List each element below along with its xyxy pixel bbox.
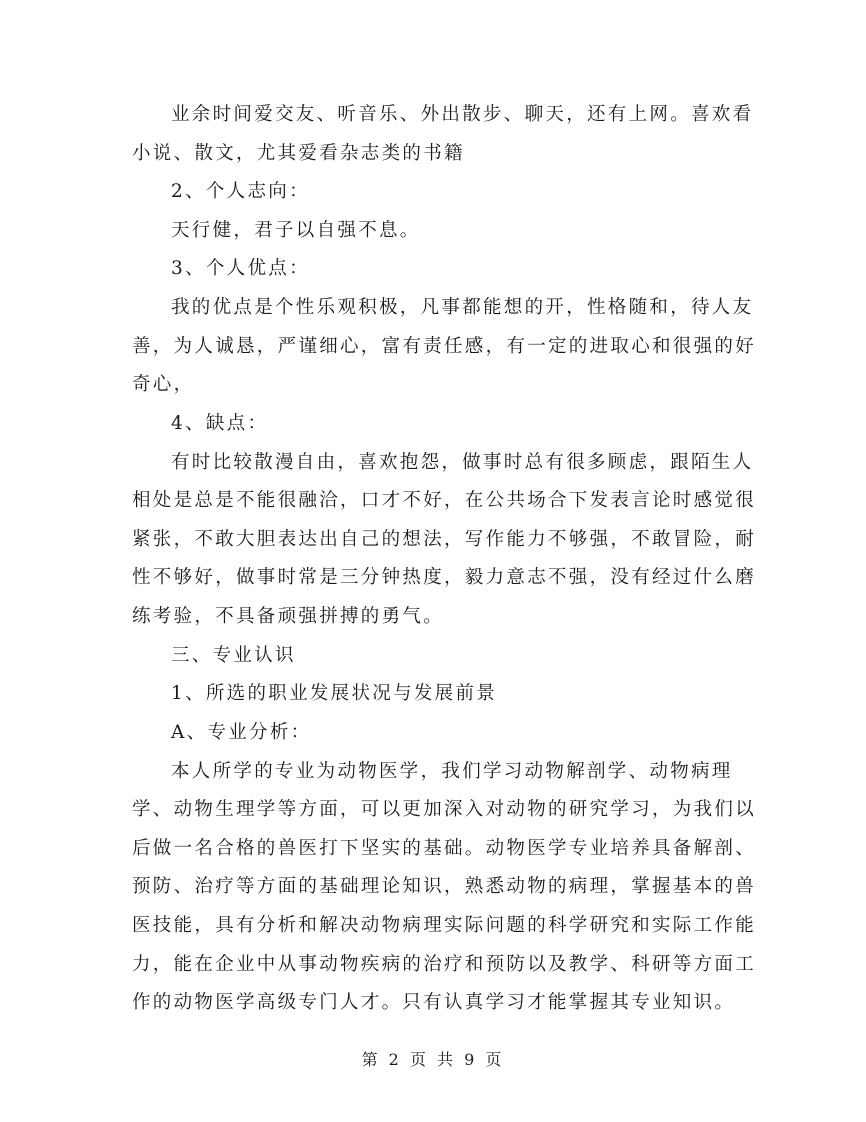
paragraph-line: 本人所学的专业为动物医学，我们学习动物解剖学、动物病理 bbox=[171, 761, 733, 782]
paragraph-line: 奇心， bbox=[132, 374, 195, 395]
page-number-footer: 第 2 页 共 9 页 bbox=[361, 1050, 505, 1069]
section-heading: 2、个人志向： bbox=[171, 181, 310, 202]
section-heading: 4、缺点： bbox=[171, 413, 269, 434]
paragraph-line: 后做一名合格的兽医打下坚实的基础。动物医学专业培养具备解剖、 bbox=[132, 838, 757, 859]
paragraph-line: 练考验，不具备顽强拼搏的勇气。 bbox=[132, 606, 445, 627]
paragraph-line: 力，能在企业中从事动物疾病的治疗和预防以及教学、科研等方面工 bbox=[132, 954, 757, 975]
section-heading: 3、个人优点： bbox=[171, 258, 310, 279]
paragraph-line: 业余时间爱交友、听音乐、外出散步、聊天，还有上网。喜欢看 bbox=[171, 104, 754, 125]
paragraph-line: 小说、散文，尤其爱看杂志类的书籍 bbox=[132, 143, 465, 164]
paragraph-line: 善，为人诚恳，严谨细心，富有责任感，有一定的进取心和很强的好 bbox=[132, 336, 757, 357]
paragraph-line: 作的动物医学高级专门人才。只有认真学习才能掌握其专业知识。 bbox=[132, 992, 736, 1013]
paragraph-line: 有时比较散漫自由，喜欢抱怨，做事时总有很多顾虑，跟陌生人 bbox=[171, 452, 754, 473]
paragraph-line: 天行健，君子以自强不息。 bbox=[171, 220, 421, 241]
paragraph-line: 预防、治疗等方面的基础理论知识，熟悉动物的病理，掌握基本的兽 bbox=[132, 876, 757, 897]
section-heading: 1、所选的职业发展状况与发展前景 bbox=[171, 683, 498, 704]
section-heading: A、专业分析： bbox=[171, 722, 312, 743]
paragraph-line: 学、动物生理学等方面，可以更加深入对动物的研究学习，为我们以 bbox=[132, 799, 757, 820]
paragraph-line: 紧张，不敢大胆表达出自己的想法，写作能力不够强，不敢冒险，耐 bbox=[132, 529, 757, 550]
paragraph-line: 医技能，具有分析和解决动物病理实际问题的科学研究和实际工作能 bbox=[132, 915, 757, 936]
section-heading: 三、专业认识 bbox=[171, 645, 296, 666]
paragraph-line: 我的优点是个性乐观积极，凡事都能想的开，性格随和，待人友 bbox=[171, 297, 754, 318]
paragraph-line: 性不够好，做事时常是三分钟热度，毅力意志不强，没有经过什么磨 bbox=[132, 567, 757, 588]
paragraph-line: 相处是总是不能很融洽，口才不好，在公共场合下发表言论时感觉很 bbox=[132, 490, 757, 511]
